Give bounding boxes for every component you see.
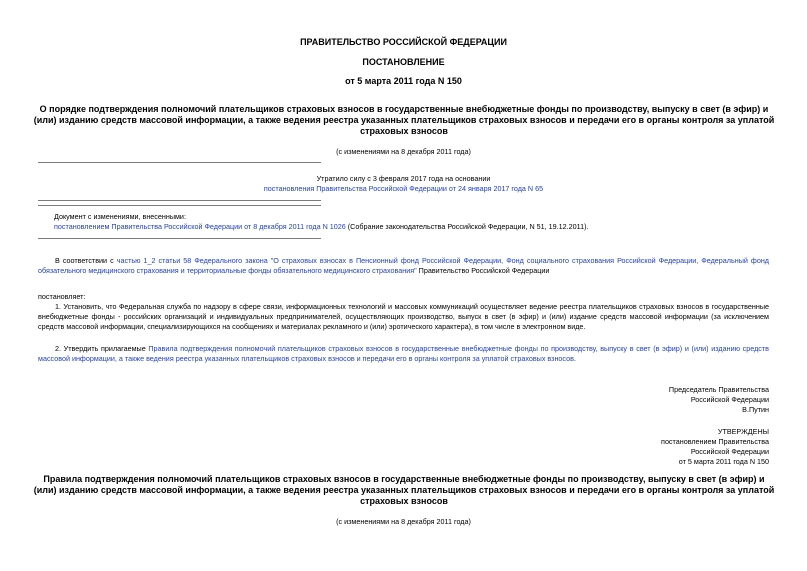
divider xyxy=(38,205,321,206)
divider xyxy=(38,162,321,163)
item-2-tail: . xyxy=(573,354,576,363)
amendments-note: (с изменениями на 8 декабря 2011 года) xyxy=(336,147,471,156)
rules-amendments-note: (с изменениями на 8 декабря 2011 года) xyxy=(336,517,471,526)
signature-country: Российской Федерации xyxy=(690,395,769,404)
changes-label: Документ с изменениями, внесенными: xyxy=(54,212,186,221)
preamble-tail: Правительство Российской Федерации xyxy=(416,266,550,275)
approval-heading: УТВЕРЖДЕНЫ xyxy=(717,427,769,436)
approval-line-2: постановлением Правительства xyxy=(661,437,769,446)
amendment-source: (Собрание законодательства Российской Федерации, N 51, 19.12.2011). xyxy=(345,222,589,231)
approval-line-3: Российской Федерации xyxy=(690,447,769,456)
preamble xyxy=(38,256,769,276)
document-type: ПОСТАНОВЛЕНИЕ xyxy=(362,57,445,67)
signature-block xyxy=(500,385,769,415)
divider xyxy=(38,200,321,201)
resolves: постановляет: xyxy=(38,292,86,301)
divider xyxy=(38,238,321,239)
law-link[interactable]: частью 1_2 статьи 58 Федерального закона "О страховых взносах в Пенсионный фонд Российской Федерации, Фонд социального страхования Российской Федерации, Федеральный фонд обязательного медицинского страхования и территориальные фонды обязательного медицинского страхования" xyxy=(38,256,769,275)
preamble-lead: В соответствии с xyxy=(55,256,117,265)
document-title: О порядке подтверждения полномочий плательщиков страховых взносов в государственные внебюджетные фонды по производству, выпуску в свет (в эфир) и (или) изданию средств массовой информации, а также ведения реестра указанных плательщиков страховых взносов и передачи его в органы контроля за уплатой страховых взносов xyxy=(33,104,775,136)
item-2-lead: 2. Утвердить прилагаемые xyxy=(55,344,149,353)
amendment-link[interactable]: постановлением Правительства Российской Федерации от 8 декабря 2011 года N 1026 xyxy=(54,222,346,231)
rules-link[interactable]: Правила подтверждения полномочий плательщиков страховых взносов в государственные внебюджетные фонды по производству, выпуску в свет (в эфир) и (или) изданию средств массовой информации, а также ведения реестра указанных плательщиков страховых взносов и передачи его в органы контроля за уплатой страховых взносов xyxy=(38,344,769,363)
approval-line-4: от 5 марта 2011 года N 150 xyxy=(678,457,769,466)
rules-title: Правила подтверждения полномочий плательщиков страховых взносов в государственные внебюджетные фонды по производству, выпуску в свет (в эфир) и (или) изданию средств массовой информации, а также ведения реестра указанных плательщиков страховых взносов и передачи его в органы контроля за уплатой страховых взносов xyxy=(33,474,775,506)
signature-position: Председатель Правительства xyxy=(668,385,769,394)
org-name: ПРАВИТЕЛЬСТВО РОССИЙСКОЙ ФЕДЕРАЦИИ xyxy=(300,37,507,47)
document-date-number: от 5 марта 2011 года N 150 xyxy=(345,76,462,86)
item-2 xyxy=(38,344,769,364)
signature-name: В.Путин xyxy=(742,405,769,414)
item-1: 1. Установить, что Федеральная служба по надзору в сфере связи, информационных технологий и массовых коммуникаций осуществляет ведение реестра плательщиков страховых взносов в государственные внебюджетные фонды - российских организаций и индивидуальных предпринимателей, осуществляющих производство, выпуск в свет (в эфир) и (или) издание средств массовой информации (за исключением средств массовой информации, специализирующихся на сообщениях и материалах рекламного и (или) эротического характера), в том числе в электронном виде. xyxy=(38,302,769,331)
changes-line xyxy=(54,222,774,232)
approval-block xyxy=(500,427,769,467)
status-line: Утратило силу с 3 февраля 2017 года на основании xyxy=(316,174,491,183)
repeal-link[interactable]: постановления Правительства Российской Федерации от 24 января 2017 года N 65 xyxy=(263,184,544,193)
